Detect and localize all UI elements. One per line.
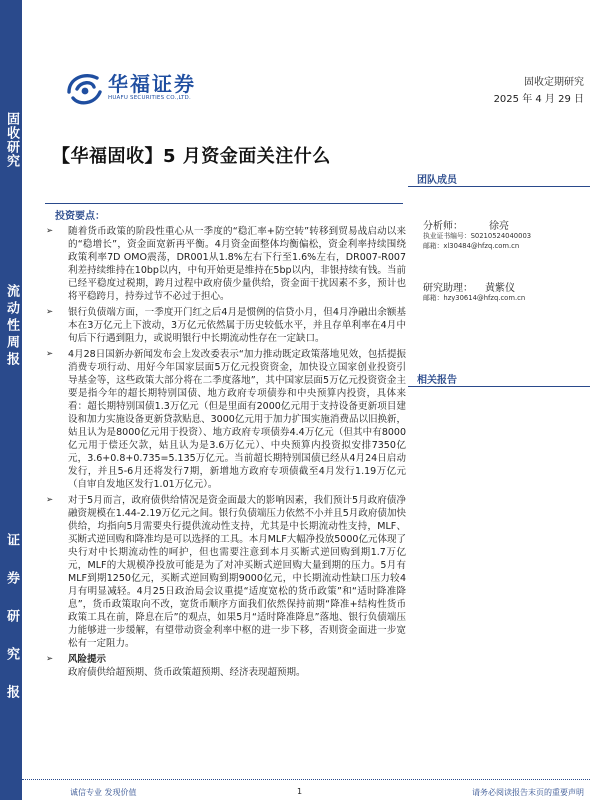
related-reports-heading: 相关报告	[417, 375, 457, 386]
huafu-logo-icon	[64, 67, 106, 109]
bullet-arrow-icon: ➢	[46, 495, 54, 505]
analyst-block	[423, 217, 595, 304]
page-number: 1	[297, 787, 303, 796]
key-point-item	[46, 494, 406, 650]
sidebar-band	[0, 0, 22, 800]
risk-text: 政府债供给超预期、货币政策超预期、经济表现超预期。	[68, 667, 306, 678]
footer-disclaimer: 请务必阅读报告末页的重要声明	[472, 788, 584, 797]
analyst-name: 徐亮	[489, 221, 509, 232]
sidebar-report-kind-label: 证券研究报	[4, 533, 19, 723]
sidebar-section-label: 固收研究	[4, 112, 19, 168]
analyst-row	[423, 217, 595, 232]
key-points-heading: 投资要点：	[55, 211, 105, 222]
report-date: 2025 年 4 月 29 日	[493, 94, 584, 105]
key-points-divider	[45, 203, 403, 204]
analyst-cert: 执业证书编号：S0210524040003	[423, 232, 532, 240]
org-name-en: HUAFU SECURITIES CO.,LTD.	[108, 95, 191, 101]
assistant-label: 研究助理：	[423, 283, 473, 294]
team-divider	[408, 186, 590, 187]
footer-slogan: 诚信专业 发现价值	[70, 788, 137, 797]
report-type: 固收定期研究	[524, 77, 584, 88]
assistant-row	[423, 279, 595, 294]
key-point-item	[46, 348, 406, 491]
key-point-text: 随着货币政策的阶段性重心从一季度的“稳汇率+防空转”转移到贸易战启动以来的“稳增长”，资金面宽新再平衡。4月资金面整体均衡偏松，资金利率持续围绕政策利率7D OMO震荡，DR001从1.8%左右下行至1.6%左右，DR007-R007利差持续维持在10bp以内，中旬开始更是维持在5bp以内，非银持续有钱。当前已经平稳度过税期，跨月过程中政府债少量供给，资金面干扰因素不多，预计也将平稳跨月，持券过节不必过于担心。	[68, 226, 406, 302]
bullet-arrow-icon: ➢	[46, 654, 54, 664]
related-divider	[408, 386, 590, 387]
bullet-arrow-icon: ➢	[46, 307, 54, 317]
footer-divider	[22, 779, 590, 780]
key-point-text: 4月28日国新办新闻发布会上发改委表示“加力推动既定政策落地见效，包括提振消费专项行动、用好今年国家层面5万亿元投资资金，加快设立国家创业投资引导基金等，这些政策大部分将在二季度落地”，其中国家层面5万亿元投资资金主要是指今年的超长期特别国债、地方政府专项债券和中央预算内投资，具体来看：超长期特别国债1.3万亿元（但是里面有2000亿元用于支持设备更新项目建设和加力实施设备更新贷款贴息、3000亿元用于加力扩围实施消费品以旧换新，姑且认为是8000亿元用于投资）、地方政府专项债券4.4万亿元（但其中有8000亿元用于偿还欠款，姑且认为是3.6万亿元）、中央预算内投资拟安排7350亿元，3.6+0.8+0.735=5.135万亿元。当前超长期特别国债已经从4月24日启动发行，并且5-6月还将发行7期，新增地方政府专项债截至4月发行1.19万亿元（自审自发地区发行1.01万亿元）。	[68, 349, 406, 490]
analyst-label: 分析师：	[423, 221, 463, 232]
assistant-name: 黄紫仪	[485, 283, 515, 294]
org-name: 华福证券	[108, 72, 196, 96]
analyst-email: 邮箱：xl30484@hfzq.com.cn	[423, 241, 520, 250]
key-point-item	[46, 306, 406, 345]
risk-heading: 风险提示	[68, 654, 107, 665]
key-point-text: 银行负债端方面，一季度开门红之后4月是惯例的信贷小月，但4月净融出余额基本在3万亿元上下波动，3万亿元依然属于历史较低水平，并且存单利率在4月中旬后下行遇到阻力，或说明银行中长期流动性存在一定缺口。	[68, 307, 406, 344]
risk-heading-row	[46, 653, 406, 666]
bullet-arrow-icon: ➢	[46, 349, 54, 359]
page-title: 【华福固收】5 月资金面关注什么	[52, 146, 331, 167]
assistant-email: 邮箱：hzy30614@hfzq.com.cn	[423, 294, 526, 302]
bullet-arrow-icon: ➢	[46, 226, 54, 236]
key-points-body	[46, 225, 406, 679]
team-heading: 团队成员	[417, 175, 457, 186]
key-point-item	[46, 225, 406, 303]
sidebar-series-label: 流动性周报	[4, 283, 19, 369]
key-point-text: 对于5月而言，政府债供给情况是资金面最大的影响因素，我们预计5月政府债净融资规模在1.44-2.19万亿元之间。银行负债端压力依然不小并且5月政府债加快供给，均指向5月需要央行提供流动性支持，尤其是中长期流动性支持，MLF、买断式逆回购和降准均是可以选择的工具。本月MLF大幅净投放5000亿元体现了央行对中长期流动性的呵护，但也需要注意到本月买断式逆回购到期1.7万亿元，MLF的大规模净投放可能是为了对冲买断式逆回购大量到期的压力。5月有MLF到期1250亿元，买断式逆回购到期9000亿元，中长期流动性缺口压力较4月有明显减轻。4月25日政治局会议重提“适度宽松的货币政策”和“适时降准降息”，货币政策取向不改，宽货币顺序方面我们依然保持前期“降准+结构性货币政策工具在前，降息在后”的观点，如果5月“适时降准降息”落地、银行负债端压力能够进一步缓解，有望带动资金利率中枢的进一步下移，否则资金面进一步宽松有一定阻力。	[68, 495, 406, 649]
